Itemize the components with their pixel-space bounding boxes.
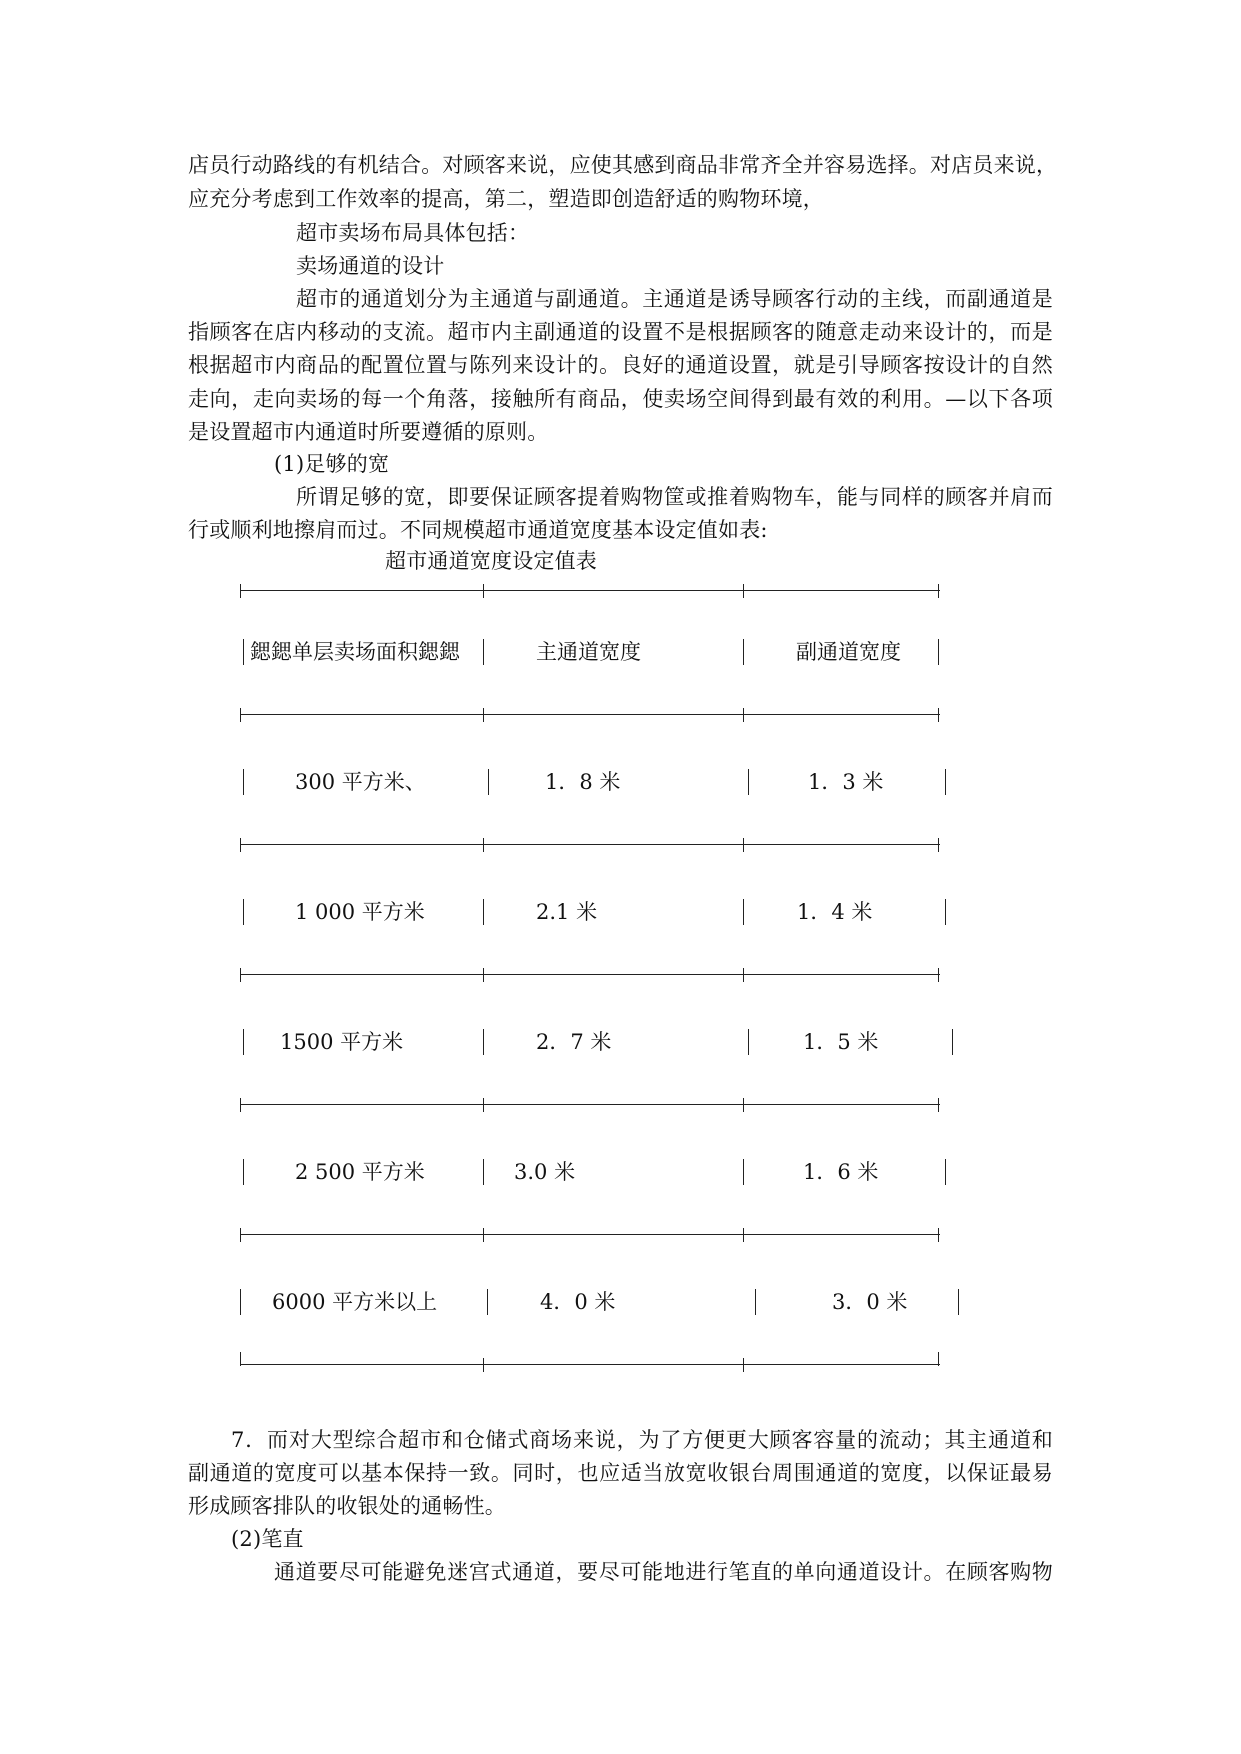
table-tick <box>743 968 744 982</box>
table-bar <box>743 899 744 925</box>
table-tick <box>483 838 484 852</box>
table-bar <box>952 1029 953 1055</box>
table-cell: 1500 平方米 <box>280 1030 404 1054</box>
paragraph-line: 店员行动路线的有机结合。对顾客来说，应使其感到商品非常齐全并容易选择。对店员来说， <box>188 153 1058 177</box>
table-tick <box>240 968 241 982</box>
table-bar <box>243 1159 244 1185</box>
table-tick <box>938 968 939 982</box>
table-cell: 1．5 米 <box>803 1030 879 1054</box>
table-tick <box>938 1352 939 1366</box>
table-bar <box>743 639 744 665</box>
paragraph-line: 行或顺利地擦肩而过。不同规模超市通道宽度基本设定值如表: <box>188 518 768 542</box>
table-tick <box>743 1098 744 1112</box>
table-bar <box>488 769 489 795</box>
table-tick <box>938 1098 939 1112</box>
table-bar <box>243 1029 244 1055</box>
table-bar <box>483 1029 484 1055</box>
paragraph-line: 副通道的宽度可以基本保持一致。同时，也应适当放宽收银台周围通道的宽度，以保证最易 <box>188 1461 1053 1485</box>
table-cell: 2.1 米 <box>536 900 598 924</box>
table-tick <box>743 584 744 598</box>
table-tick <box>938 1228 939 1242</box>
table-bar <box>243 639 244 665</box>
table-bar <box>748 1029 749 1055</box>
table-tick <box>240 838 241 852</box>
table-tick <box>938 584 939 598</box>
section-heading: 卖场通道的设计 <box>296 254 445 278</box>
table-tick <box>743 838 744 852</box>
table-rule <box>240 1104 940 1105</box>
item-heading: (2)笔直 <box>231 1527 304 1551</box>
table-bar <box>483 639 484 665</box>
table-tick <box>240 1352 241 1366</box>
table-tick <box>240 708 241 722</box>
paragraph-line: 超市的通道划分为主通道与副通道。主通道是诱导顾客行动的主线，而副通道是 <box>296 287 1053 311</box>
table-bar <box>483 1159 484 1185</box>
table-tick <box>743 1358 744 1372</box>
table-cell: 6000 平方米以上 <box>272 1290 438 1314</box>
table-cell: 1．6 米 <box>803 1160 879 1184</box>
table-tick <box>483 1358 484 1372</box>
paragraph-line: 所谓足够的宽，即要保证顾客提着购物筐或推着购物车，能与同样的顾客并肩而 <box>296 485 1053 509</box>
table-cell: 4．0 米 <box>540 1290 616 1314</box>
table-cell: 1 000 平方米 <box>295 900 425 924</box>
table-bar <box>945 899 946 925</box>
table-tick <box>483 1098 484 1112</box>
table-bar <box>743 1159 744 1185</box>
table-header-main: 主通道宽度 <box>536 640 641 664</box>
table-cell: 1．4 米 <box>797 900 873 924</box>
table-tick <box>483 1228 484 1242</box>
table-title: 超市通道宽度设定值表 <box>385 549 597 573</box>
table-cell: 3．0 米 <box>832 1290 908 1314</box>
table-bar <box>487 1289 488 1315</box>
paragraph-line: 应充分考虑到工作效率的提高，第二，塑造即创造舒适的购物环境， <box>188 187 824 211</box>
table-bar <box>483 899 484 925</box>
table-tick <box>240 1098 241 1112</box>
table-header-sub: 副通道宽度 <box>796 640 901 664</box>
table-header-area: 鍶鍶单层卖场面积鍶鍶 <box>250 640 460 664</box>
aisle-width-table <box>240 582 960 1382</box>
table-cell: 2 500 平方米 <box>295 1160 425 1184</box>
table-bar <box>945 1159 946 1185</box>
table-tick <box>240 584 241 598</box>
table-tick <box>483 708 484 722</box>
table-tick <box>483 584 484 598</box>
paragraph-line: 7．而对大型综合超市和仓储式商场来说，为了方便更大顾客容量的流动；其主通道和 <box>231 1428 1053 1452</box>
table-rule <box>240 844 940 845</box>
table-bar <box>755 1289 756 1315</box>
paragraph-line: 形成顾客排队的收银处的通畅性。 <box>188 1494 506 1518</box>
table-rule <box>240 1234 940 1235</box>
table-bar <box>938 639 939 665</box>
table-tick <box>743 1228 744 1242</box>
paragraph-line: 根据超市内商品的配置位置与陈列来设计的。良好的通道设置，就是引导顾客按设计的自然 <box>188 353 1053 377</box>
table-bar <box>958 1289 959 1315</box>
table-cell: 1．8 米 <box>545 770 621 794</box>
item-heading: (1)足够的宽 <box>274 452 390 476</box>
table-tick <box>938 838 939 852</box>
table-cell: 1．3 米 <box>808 770 884 794</box>
table-bar <box>243 769 244 795</box>
table-rule <box>240 1364 940 1365</box>
section-heading: 超市卖场布局具体包括： <box>296 221 530 245</box>
table-tick <box>483 968 484 982</box>
paragraph-line: 指顾客在店内移动的支流。超市内主副通道的设置不是根据顾客的随意走动来设计的，而是 <box>188 320 1053 344</box>
table-bar <box>243 899 244 925</box>
table-bar <box>748 769 749 795</box>
table-bar <box>945 769 946 795</box>
table-cell: 300 平方米、 <box>295 770 426 794</box>
table-cell: 2．7 米 <box>536 1030 612 1054</box>
paragraph-line: 走向，走向卖场的每一个角落，接触所有商品，使卖场空间得到最有效的利用。—以下各项 <box>188 387 1053 411</box>
table-tick <box>938 708 939 722</box>
table-tick <box>240 1228 241 1242</box>
table-rule <box>240 590 940 591</box>
table-tick <box>743 708 744 722</box>
table-rule <box>240 714 940 715</box>
table-rule <box>240 974 940 975</box>
table-cell: 3.0 米 <box>514 1160 576 1184</box>
paragraph-line: 通道要尽可能避免迷宫式通道，要尽可能地进行笔直的单向通道设计。在顾客购物 <box>274 1560 1053 1584</box>
table-bar <box>240 1289 241 1315</box>
paragraph-line: 是设置超市内通道时所要遵循的原则。 <box>188 420 549 444</box>
